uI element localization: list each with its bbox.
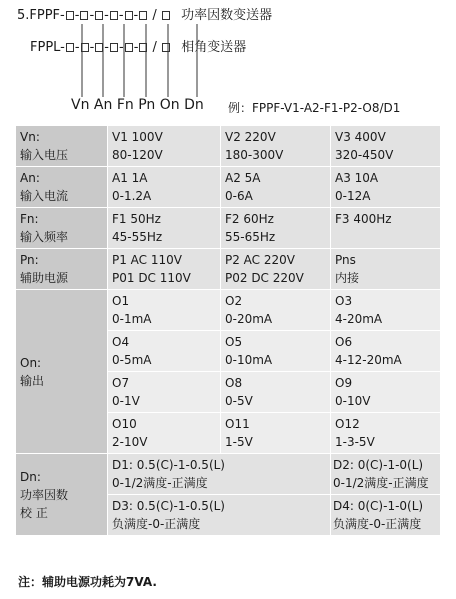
table-cell: F1 50Hz 45-55Hz <box>108 208 221 249</box>
table-row-on-1 <box>16 290 441 331</box>
code-pn: Pn <box>138 97 156 113</box>
fppl-prefix: FPPL- <box>30 40 65 55</box>
row-label: Vn: 输入电压 <box>16 126 108 167</box>
table-cell: P1 AC 110V P01 DC 110V <box>108 249 221 290</box>
table-cell: O10 2-10V <box>108 413 221 454</box>
table-cell: V2 220V 180-300V <box>221 126 331 167</box>
fppf-prefix: 5.FPPF- <box>17 8 65 23</box>
footnote: 注：辅助电源功耗为7VA. <box>18 575 157 589</box>
table-row-an <box>16 167 441 208</box>
code-on: On <box>159 97 180 113</box>
table-cell: O7 0-1V <box>108 372 221 413</box>
fppl-title: 相角变送器 <box>181 40 247 55</box>
table-cell: D4: 0(C)-1-0(L) 负满度-0-正满度 <box>331 495 441 536</box>
code-vn: Vn <box>71 97 90 113</box>
code-an: An <box>93 97 113 113</box>
table-cell: A1 1A 0-1.2A <box>108 167 221 208</box>
code-fn: Fn <box>116 97 134 113</box>
table-cell: O1 0-1mA <box>108 290 221 331</box>
table-cell: O2 0-20mA <box>221 290 331 331</box>
table-cell: D3: 0.5(C)-1-0.5(L) 负满度-0-正满度 <box>108 495 331 536</box>
table-row-pn <box>16 249 441 290</box>
row-label: An: 输入电流 <box>16 167 108 208</box>
row-label: Pn: 辅助电源 <box>16 249 108 290</box>
example-value: FPPF-V1-A2-F1-P2-O8/D1 <box>252 101 401 115</box>
fppl-line: FPPL- - - - - - / 相角变送器 <box>30 40 247 55</box>
table-cell: V3 400V 320-450V <box>331 126 441 167</box>
code-dn: Dn <box>184 97 204 113</box>
fppf-line: 5.FPPF- - - - - - / 功率因数变送器 <box>17 8 273 23</box>
fppf-title: 功率因数变送器 <box>181 8 273 23</box>
row-label: Fn: 输入频率 <box>16 208 108 249</box>
row-label: On: 输出 <box>16 290 108 454</box>
table-cell: O9 0-10V <box>331 372 441 413</box>
table-row-vn <box>16 126 441 167</box>
example <box>228 99 400 116</box>
table-cell: D1: 0.5(C)-1-0.5(L) 0-1/2满度-正满度 <box>108 454 331 495</box>
spec-table <box>15 125 441 536</box>
table-cell: O12 1-3-5V <box>331 413 441 454</box>
example-label: 例： <box>228 101 253 115</box>
table-cell: O4 0-5mA <box>108 331 221 372</box>
table-cell: F3 400Hz <box>331 208 441 249</box>
row-label: Dn: 功率因数 校 正 <box>16 454 108 536</box>
table-cell: A2 5A 0-6A <box>221 167 331 208</box>
table-cell: O3 4-20mA <box>331 290 441 331</box>
table-row-fn <box>16 208 441 249</box>
table-cell: P2 AC 220V P02 DC 220V <box>221 249 331 290</box>
code-labels <box>71 97 204 113</box>
table-cell: Pns 内接 <box>331 249 441 290</box>
table-cell: F2 60Hz 55-65Hz <box>221 208 331 249</box>
table-cell: A3 10A 0-12A <box>331 167 441 208</box>
table-cell: D2: 0(C)-1-0(L) 0-1/2满度-正满度 <box>331 454 441 495</box>
table-cell: O11 1-5V <box>221 413 331 454</box>
table-cell: V1 100V 80-120V <box>108 126 221 167</box>
table-cell: O6 4-12-20mA <box>331 331 441 372</box>
table-cell: O5 0-10mA <box>221 331 331 372</box>
table-cell: O8 0-5V <box>221 372 331 413</box>
table-row-dn-1 <box>16 454 441 495</box>
